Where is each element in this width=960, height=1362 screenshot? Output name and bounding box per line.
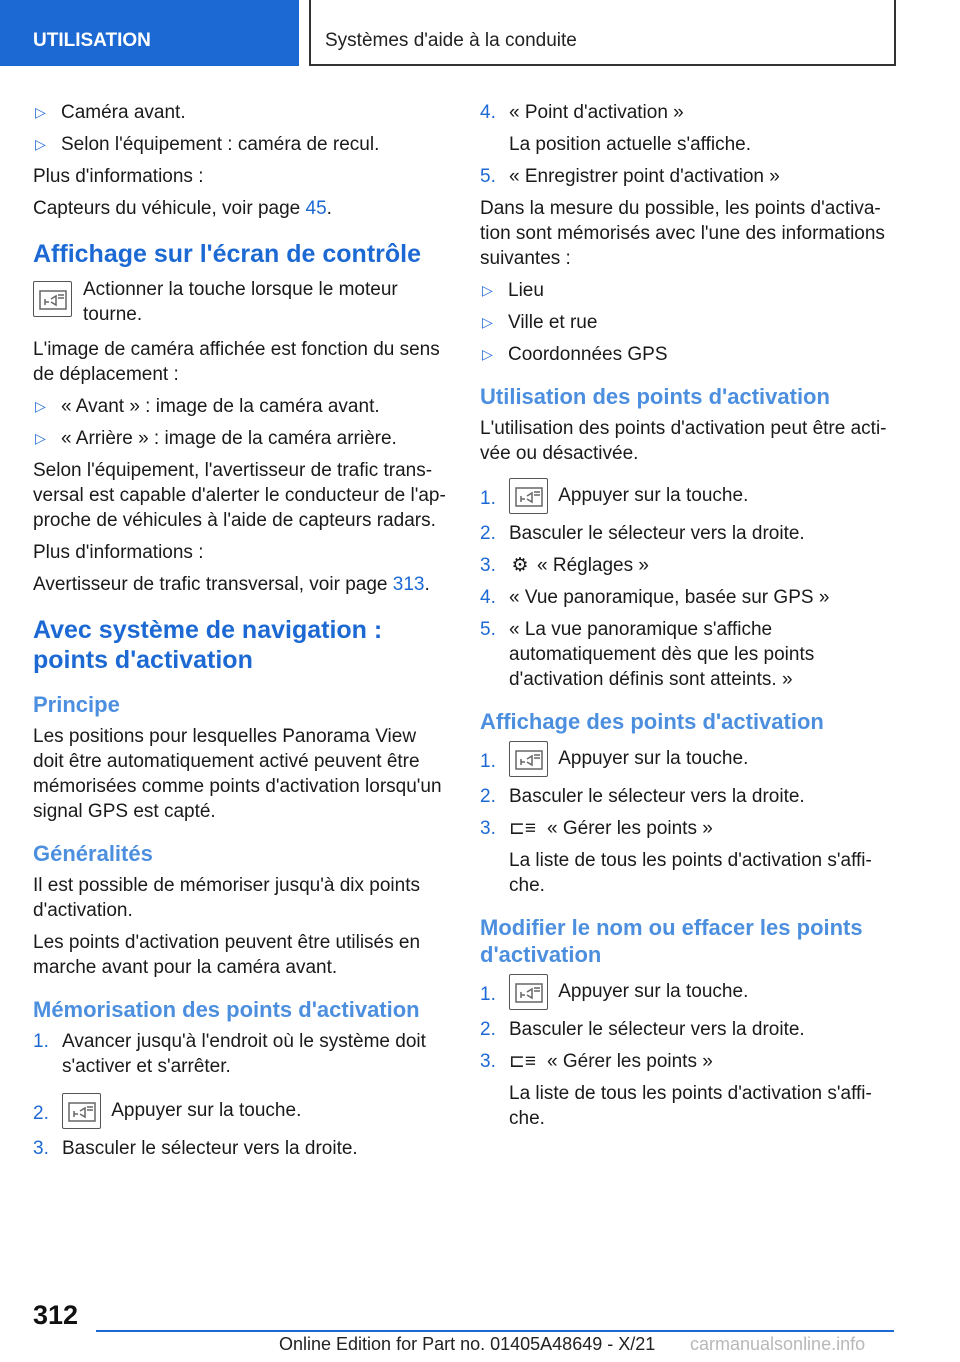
affichage-steps (480, 741, 896, 898)
list-item: 3. ⚙ « Réglages » (480, 555, 649, 576)
camera-button-icon (62, 1093, 101, 1129)
list-item: ▷ Ville et rue (482, 312, 598, 333)
subsection-heading: Utilisation des points d'activation (480, 384, 830, 409)
list-item: 3. ⊏≡ « Gérer les points » La liste de tous les points d'activation s'affi-che. (480, 818, 872, 896)
camera-bullets (33, 100, 449, 157)
list-item: 3. Basculer le sélecteur vers la droite. (33, 1138, 358, 1159)
list-item: ▷ Coordonnées GPS (482, 344, 668, 365)
icon-instruction: Actionner la touche lorsque le moteur tourne. (33, 277, 449, 327)
triangle-bullet-icon: ▷ (35, 430, 46, 446)
subsection-heading: Principe (33, 692, 120, 717)
list-item: 1. Appuyer sur la touche. (480, 478, 896, 514)
list-item: 2. Basculer le sélecteur vers la droite. (480, 1019, 805, 1040)
page-header (0, 0, 960, 66)
triangle-bullet-icon: ▷ (35, 104, 46, 120)
subsection-heading: Généralités (33, 841, 153, 866)
subsection-heading: Mémorisation des points d'activation (33, 997, 420, 1022)
list-item: 3. ⊏≡ « Gérer les points » La liste de tous les points d'activation s'affi-che. (480, 1051, 872, 1129)
list-item: ▷ Lieu (482, 280, 544, 301)
subsection-heading: Modifier le nom ou effacer les points d'activation (480, 915, 863, 967)
more-info-label: Plus d'informations : (33, 542, 204, 563)
section-title: UTILISATION (33, 30, 151, 51)
cross-reference: Avertisseur de trafic transversal, voir page 313. (33, 574, 430, 595)
list-item: ▷ Selon l'équipement : caméra de recul. (35, 134, 380, 155)
list-item: ▷ « Arrière » : image de la caméra arrière. (35, 428, 397, 449)
list-item: ▷ « Avant » : image de la caméra avant. (35, 396, 380, 417)
list-item: 1. Appuyer sur la touche. (480, 974, 896, 1010)
paragraph: Dans la mesure du possible, les points d'activa-tion sont mémorisés avec l'une des informations suivantes : (480, 198, 885, 269)
list-item: 2. Basculer le sélecteur vers la droite. (480, 523, 805, 544)
modifier-steps (480, 974, 896, 1131)
list-item: 1. Avancer jusqu'à l'endroit où le système doit s'activer et s'arrêter. (33, 1031, 426, 1077)
list-item: 2. Appuyer sur la touche. (33, 1093, 449, 1129)
utilisation-steps (480, 478, 896, 692)
triangle-bullet-icon: ▷ (35, 136, 46, 152)
list-item: ▷ Caméra avant. (35, 102, 186, 123)
list-item: 4. « Point d'activation » La position actuelle s'affiche. (480, 102, 751, 155)
paragraph: Les positions pour lesquelles Panorama View doit être automatiquement activé peuvent être mémorisées comme points d'activation lorsqu'un signal GPS est capté. (33, 726, 442, 822)
subsection-heading: Affichage des points d'activation (480, 709, 824, 734)
memorisation-steps-cont (480, 100, 896, 189)
chapter-box (311, 0, 896, 66)
footer-rule (96, 1330, 894, 1332)
section-heading: Affichage sur l'écran de contrôle (33, 240, 421, 268)
right-column (480, 100, 896, 1138)
camera-list-icon: ⊏≡ (509, 1051, 537, 1072)
memorisation-steps (33, 1029, 449, 1161)
watermark: carmanualsonline.info (690, 1334, 866, 1354)
paragraph: L'image de caméra affichée est fonction du sens de déplacement : (33, 339, 440, 385)
section-tab (0, 0, 299, 66)
paragraph: Il est possible de mémoriser jusqu'à dix points d'activation. (33, 875, 420, 921)
camera-button-icon (509, 741, 548, 777)
list-item: 5. « La vue panoramique s'affiche automatiquement dès que les points d'activation définis sont atteints. » (480, 619, 815, 690)
chapter-title: Systèmes d'aide à la conduite (325, 30, 577, 51)
section-heading: Avec système de navigation : points d'activation (33, 616, 383, 674)
camera-button-icon (33, 281, 72, 317)
paragraph: Les points d'activation peuvent être utilisés en marche avant pour la caméra avant. (33, 932, 421, 978)
list-item: 1. Appuyer sur la touche. (480, 741, 896, 777)
list-item: 4. « Vue panoramique, basée sur GPS » (480, 587, 830, 608)
left-column (33, 100, 449, 1168)
paragraph: L'utilisation des points d'activation peut être acti-vée ou désactivée. (480, 418, 887, 464)
triangle-bullet-icon: ▷ (482, 282, 493, 298)
edition-text: Online Edition for Part no. 01405A48649 - X/21 (279, 1334, 656, 1354)
page-number: 312 (33, 1300, 79, 1330)
more-info-label: Plus d'informations : (33, 166, 204, 187)
camera-button-icon (509, 478, 548, 514)
info-bullets (480, 278, 896, 367)
gear-icon: ⚙ (511, 555, 529, 576)
page-link[interactable]: 45 (305, 198, 327, 219)
direction-bullets (33, 394, 449, 451)
cross-reference: Capteurs du véhicule, voir page 45. (33, 198, 332, 219)
triangle-bullet-icon: ▷ (482, 314, 493, 330)
paragraph: Selon l'équipement, l'avertisseur de trafic trans-versal est capable d'alerter le conducteur de l'ap-proche de véhicules à l'aide de capteurs radars. (33, 460, 446, 531)
triangle-bullet-icon: ▷ (482, 346, 493, 362)
list-item: 2. Basculer le sélecteur vers la droite. (480, 786, 805, 807)
camera-list-icon: ⊏≡ (509, 818, 537, 839)
list-item: 5. « Enregistrer point d'activation » (480, 166, 780, 187)
triangle-bullet-icon: ▷ (35, 398, 46, 414)
page-link[interactable]: 313 (392, 574, 425, 595)
camera-button-icon (509, 974, 548, 1010)
